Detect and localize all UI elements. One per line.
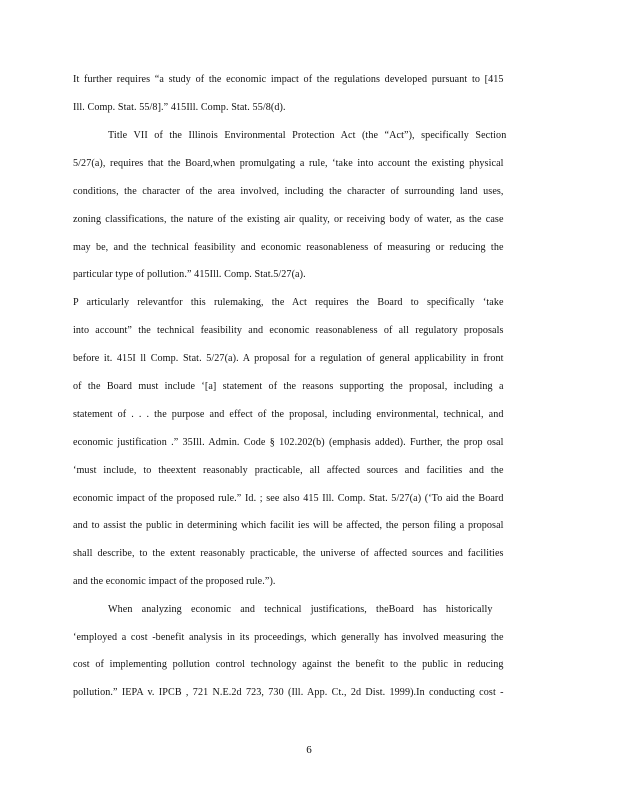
text-line: conditions, the character of the area involved, including the character of surrounding land uses, (73, 185, 504, 197)
text-line: statement of . . . the purpose and effect of the proposal, including environmental, technical, and (73, 408, 504, 420)
text-line: When analyzing economic and technical justifications, theBoard has historically (108, 603, 493, 615)
text-line: into account” the technical feasibility and economic reasonableness of all regulatory proposals (73, 324, 504, 336)
text-line: of the Board must include ‘[a] statement of the reasons supporting the proposal, including a (73, 380, 504, 392)
text-line: and the economic impact of the proposed rule.”). (73, 575, 276, 587)
text-line: may be, and the technical feasibility and economic reasonableness of measuring or reducing the (73, 241, 504, 253)
text-line: and to assist the public in determining which facilit ies will be affected, the person filing a proposal (73, 519, 504, 531)
text-line: economic justification .” 35Ill. Admin. Code § 102.202(b) (emphasis added). Further, the prop osal (73, 436, 504, 448)
text-line: ‘must include, to theextent reasonably practicable, all affected sources and facilities and the (73, 464, 504, 476)
text-line: pollution.” IEPA v. IPCB , 721 N.E.2d 723, 730 (Ill. App. Ct., 2d Dist. 1999).In conducting cost - (73, 686, 504, 698)
text-line: It further requires “a study of the economic impact of the regulations developed pursuant to [415 (73, 73, 504, 85)
text-line: particular type of pollution.” 415Ill. Comp. Stat.5/27(a). (73, 268, 306, 280)
page-number: 6 (306, 744, 312, 756)
text-line: ‘employed a cost -benefit analysis in its proceedings, which generally has involved measuring the (73, 631, 504, 643)
text-line: Title VII of the Illinois Environmental Protection Act (the “Act”), specifically Section (108, 129, 507, 141)
text-line: before it. 415I ll Comp. Stat. 5/27(a). A proposal for a regulation of general applicability in front (73, 352, 504, 364)
text-line: P articularly relevantfor this rulemaking, the Act requires the Board to specifically ‘take (73, 296, 504, 308)
text-line: shall describe, to the extent reasonably practicable, the universe of affected sources and facilities (73, 547, 504, 559)
text-line: 5/27(a), requires that the Board,when promulgating a rule, ‘take into account the existing physical (73, 157, 504, 169)
text-line: zoning classifications, the nature of the existing air quality, or receiving body of water, as the case (73, 213, 504, 225)
text-line: economic impact of the proposed rule.” Id. ; see also 415 Ill. Comp. Stat. 5/27(a) (‘To aid the Board (73, 492, 504, 504)
text-line: cost of implementing pollution control technology against the benefit to the public in reducing (73, 658, 504, 670)
text-line: Ill. Comp. Stat. 55/8].” 415Ill. Comp. Stat. 55/8(d). (73, 101, 286, 113)
